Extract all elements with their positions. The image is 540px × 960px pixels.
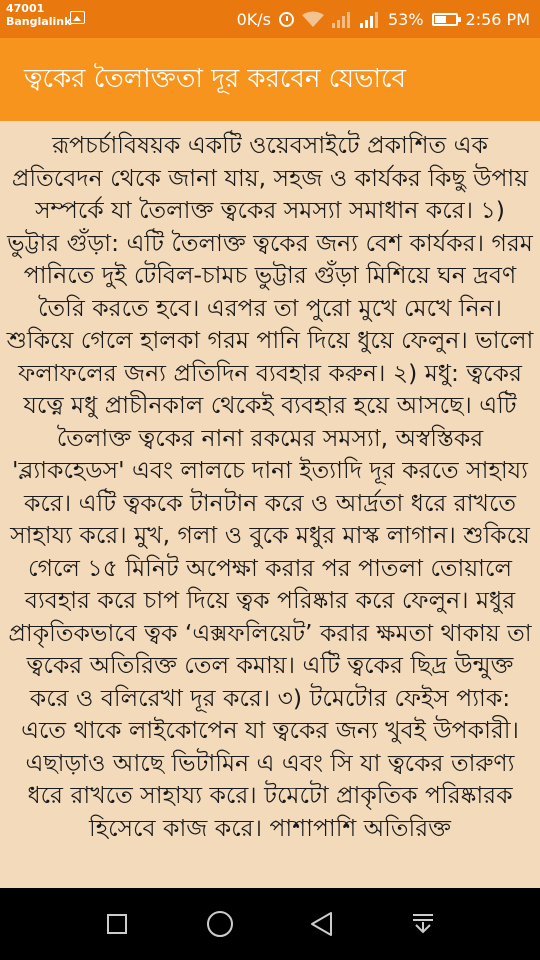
- network-speed: 0K/s: [236, 9, 271, 29]
- notification-down-icon: [410, 911, 436, 937]
- battery-fill: [435, 16, 446, 23]
- navigation-bar: [0, 888, 540, 960]
- status-right-group: [237, 0, 530, 38]
- page-title: ত্বকের তৈলাক্ততা দূর করবেন যেভাবে: [24, 64, 406, 94]
- recent-apps-button[interactable]: [100, 908, 134, 940]
- home-button[interactable]: [203, 908, 237, 940]
- clock-time: 2:56 PM: [465, 9, 530, 29]
- square-icon: [107, 914, 127, 934]
- battery-icon: [432, 13, 458, 26]
- carrier-name: Banglalink: [6, 15, 72, 28]
- gallery-icon: [70, 11, 85, 24]
- carrier-info: [6, 2, 71, 28]
- carrier-code: 47001: [6, 2, 45, 15]
- signal-icon-sim2: [360, 11, 380, 28]
- app-bar: [0, 38, 540, 121]
- battery-percent: 53%: [387, 9, 424, 29]
- back-triangle-icon: [309, 911, 335, 937]
- status-bar: [0, 0, 540, 38]
- notification-shade-button[interactable]: [406, 908, 440, 940]
- article-body: রূপচর্চাবিষয়ক একটি ওয়েবসাইটে প্রকাশিত এক প্রতিবেদন থেকে জানা যায়, সহজ ও কার্যকর কিছু উপায় সম্পর্কে যা তৈলাক্ত ত্বকের সমস্যা সমাধান করে। ১) ভুট্টার গুঁড়া: এটি তৈলাক্ত ত্বকের জন্য বেশ কার্যকর। গরম পানিতে দুই টেবিল-চামচ ভুট্টার গুঁড়া মিশিয়ে ঘন দ্রবণ তৈরি করতে হবে। এরপর তা পুরো মুখে মেখে নিন। শুকিয়ে গেলে হালকা গরম পানি দিয়ে ধুয়ে ফেলুন। ভালো ফলাফলের জন্য প্রতিদিন ব্যবহার করুন। ২) মধু: ত্বকের যত্নে মধু প্রাচীনকাল থেকেই ব্যবহার হয়ে আসছে। এটি তৈলাক্ত ত্বকের নানা রকমের সমস্যা, অস্বস্তিকর 'ব্ল্যাকহেডস' এবং লালচে দানা ইত্যাদি দূর করতে সাহায্য করে। এটি ত্বককে টানটান করে ও আর্দ্রতা ধরে রাখতে সাহায্য করে। মুখ, গলা ও বুকে মধুর মাস্ক লাগান। শুকিয়ে গেলে ১৫ মিনিট অপেক্ষা করার পর পাতলা তোয়ালে ব্যবহার করে চাপ দিয়ে ত্বক পরিষ্কার করে ফেলুন। মধুর প্রাকৃতিকভাবে ত্বক ‘এক্সফলিয়েট’ করার ক্ষমতা থাকায় তা ত্বকের অতিরিক্ত তেল কমায়। এটি ত্বকের ছিদ্র উন্মুক্ত করে ও বলিরেখা দূর করে। ৩) টমেটোর ফেইস প্যাক: এতে থাকে লাইকোপেন যা ত্বকের জন্য খুবই উপকারী। এছাড়াও আছে ভিটামিন এ এবং সি যা ত্বকের তারুণ্য ধরে রাখতে সাহায্য করে। টমেটো প্রাকৃতিক পরিষ্কারক হিসেবে কাজ করে। পাশাপাশি অতিরিক্ত: [6, 131, 534, 842]
- alarm-icon: [279, 12, 294, 27]
- article-scroll-area[interactable]: [0, 121, 540, 888]
- back-button[interactable]: [305, 908, 339, 940]
- wifi-icon: [302, 11, 324, 28]
- signal-icon: [332, 11, 352, 28]
- circle-icon: [207, 911, 233, 937]
